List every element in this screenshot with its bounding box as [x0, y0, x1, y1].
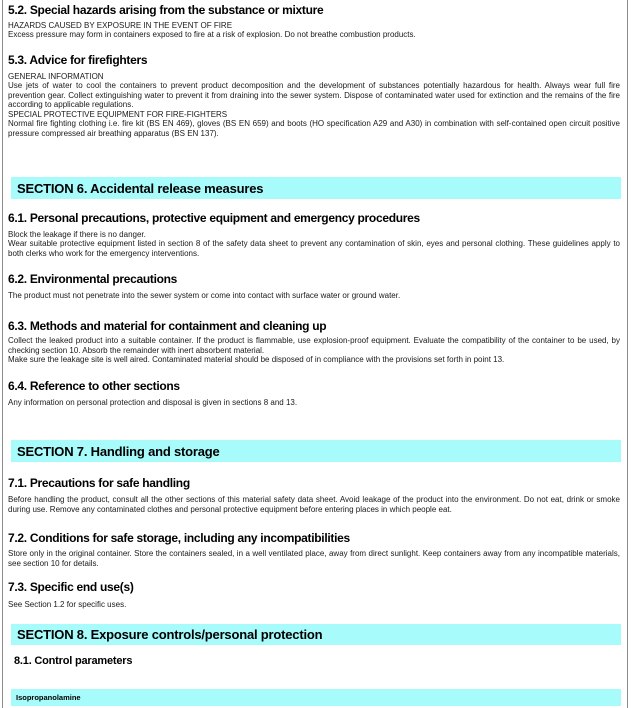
- section-5-3-heading: 5.3. Advice for firefighters: [8, 53, 148, 67]
- section-6-2-heading: 6.2. Environmental precautions: [8, 272, 178, 286]
- substance-name: Isopropanolamine: [16, 693, 81, 702]
- section-6-3-paragraph-2: Make sure the leakage site is well aired. Contaminated material should be disposed of in compliance with the provisions set forth in point 13.: [8, 355, 505, 364]
- section-7-header-title: SECTION 7. Handling and storage: [17, 443, 220, 459]
- section-5-2-paragraph: Excess pressure may form in containers exposed to fire at a risk of explosion. Do not breathe combustion products.: [8, 30, 416, 39]
- sds-document-page: [2, 0, 628, 708]
- fire-exposure-hazards-label: HAZARDS CAUSED BY EXPOSURE IN THE EVENT OF FIRE: [8, 21, 233, 30]
- section-6-1-paragraph-2: Wear suitable protective equipment listed in section 8 of the safety data sheet to prevent any contamination of skin, eyes and personal clothing. These guidelines apply to both clerks who work for the emergency interventions.: [8, 239, 620, 258]
- section-6-1-heading: 6.1. Personal precautions, protective equipment and emergency procedures: [8, 211, 420, 225]
- section-5-2-heading: 5.2. Special hazards arising from the substance or mixture: [8, 3, 324, 17]
- substance-row-band: [11, 689, 621, 706]
- section-6-2-paragraph: The product must not penetrate into the sewer system or come into contact with surface water or ground water.: [8, 291, 401, 300]
- section-6-3-heading: 6.3. Methods and material for containment and cleaning up: [8, 319, 327, 333]
- section-6-3-paragraph-1: Collect the leaked product into a suitable container. If the product is flammable, use explosion-proof equipment. Evaluate the compatibility of the container to be used, by checking section 10. Absorb the remainder with inert absorbent material.: [8, 336, 620, 355]
- section-6-header-title: SECTION 6. Accidental release measures: [17, 180, 264, 196]
- section-6-4-heading: 6.4. Reference to other sections: [8, 379, 180, 393]
- section-6-header-band: [11, 177, 621, 199]
- section-6-4-paragraph: Any information on personal protection and disposal is given in sections 8 and 13.: [8, 398, 298, 407]
- section-7-2-heading: 7.2. Conditions for safe storage, including any incompatibilities: [8, 531, 350, 545]
- section-7-3-paragraph: See Section 1.2 for specific uses.: [8, 600, 127, 609]
- special-protective-equipment-label: SPECIAL PROTECTIVE EQUIPMENT FOR FIRE-FIGHTERS: [8, 110, 228, 119]
- section-7-1-paragraph: Before handling the product, consult all the other sections of this material safety data sheet. Avoid leakage of the product into the environment. Do not eat, drink or smoke during use. Remove any contaminated clothes and personal protective equipment before entering places in which people eat.: [8, 495, 620, 514]
- section-6-1-paragraph-1: Block the leakage if there is no danger.: [8, 230, 146, 239]
- section-8-header-title: SECTION 8. Exposure controls/personal protection: [17, 627, 323, 642]
- special-protective-equipment-paragraph: Normal fire fighting clothing i.e. fire kit (BS EN 469), gloves (BS EN 659) and boots (HO specification A29 and A30) in combination with self-contained open circuit positive pressure compressed air breathing apparatus (BS EN 137).: [8, 119, 620, 138]
- section-7-2-paragraph: Store only in the original container. Store the containers sealed, in a well ventilated place, away from direct sunlight. Keep containers away from any incompatible materials, see section 10 for details.: [8, 549, 620, 568]
- section-7-3-heading: 7.3. Specific end use(s): [8, 580, 134, 594]
- general-information-label: GENERAL INFORMATION: [8, 72, 104, 81]
- section-7-1-heading: 7.1. Precautions for safe handling: [8, 476, 190, 490]
- section-8-1-heading: 8.1. Control parameters: [14, 655, 133, 667]
- general-information-paragraph: Use jets of water to cool the containers to prevent product decomposition and the development of substances potentially hazardous for health. Always wear full fire prevention gear. Collect extinguishing water to prevent it from draining into the sewer system. Dispose of contaminated water used for extinction and the remains of the fire according to applicable regulations.: [8, 81, 620, 110]
- section-8-header-band: [11, 624, 621, 645]
- section-7-header-band: [11, 440, 621, 462]
